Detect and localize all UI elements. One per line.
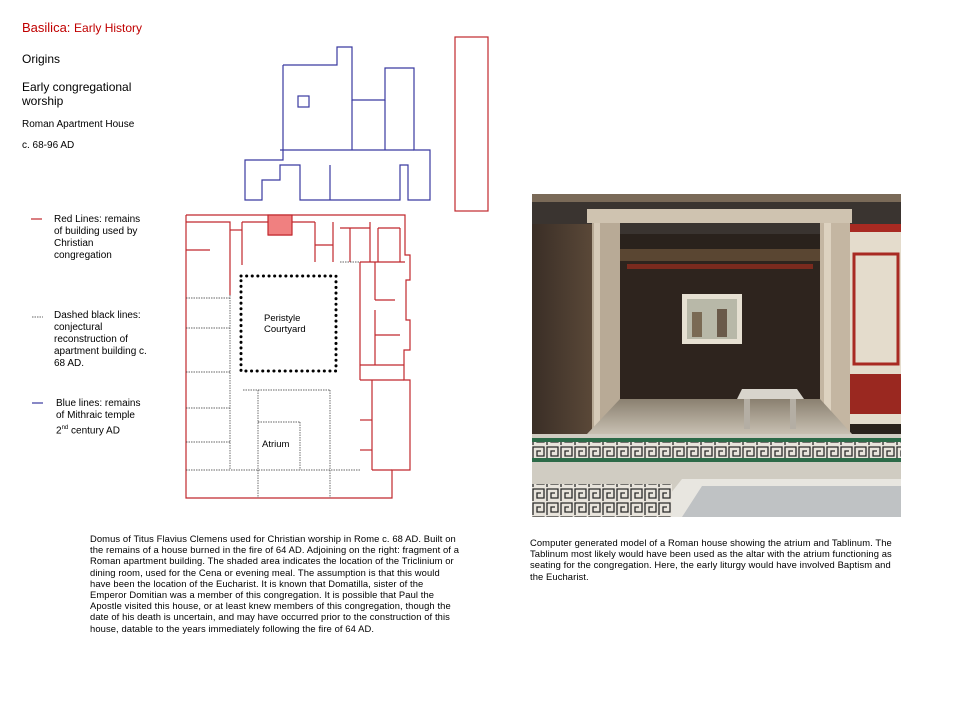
legend-blue-century-sup: nd [61, 425, 69, 431]
dashed-reconstruction-lines [186, 262, 360, 498]
legend-blue-text [56, 398, 151, 437]
apartment-heading: Roman Apartment House [22, 119, 135, 130]
peristyle-label: Peristyle Courtyard [264, 313, 306, 335]
legend-blue-main: Blue lines: remains of Mithraic temple [56, 398, 141, 421]
title-sub: Early History [74, 21, 143, 35]
legend-blue-century-rest: century AD [71, 425, 120, 437]
legend-red-text: Red Lines: remains of building used by Christian congregation [54, 214, 141, 261]
origins-heading: Origins [22, 52, 61, 66]
title-main: Basilica: [22, 20, 71, 35]
red-fragment-rect [455, 37, 488, 211]
red-building-lines [186, 215, 410, 498]
blue-temple-lines [245, 47, 430, 200]
early-worship-heading: Early congregational worship [22, 80, 132, 108]
model-caption: Computer generated model of a Roman house showing the atrium and Tablinum. The Tablinum most likely would have been used as the altar with the atrium functioning as seating for the congregation. Here, the early liturgy would have involved Baptism and the Eucharist. [530, 537, 892, 582]
atrium-label: Atrium [262, 439, 290, 450]
triclinium-shaded-area [268, 215, 292, 235]
legend-blue-century-num: 2 [56, 425, 62, 437]
date-heading: c. 68-96 AD [22, 140, 75, 151]
legend-dashed-text: Dashed black lines: conjectural reconstruction of apartment building c. 68 AD. [54, 310, 147, 369]
roman-house-model-image [532, 194, 901, 517]
domus-caption: Domus of Titus Flavius Clemens used for Christian worship in Rome c. 68 AD. Built on the remains of a house burned in the fire of 64 AD. Adjoining on the right: fragment of a Roman apartment building. The shaded area indicates the location of the Triclinium or dining room, used for the Cena or evening meal. The assumption is that this would have been the location of the Eucharist. It is known that Domatilla, sister of the Emperor Domitian was a member of this congregation. It is possible that Paul the Apostle visited this house, or at least knew members of this congregation, though the date of his death is uncertain, and may have occurred prior to the construction of this house, datable to the years immediately following the fire of 64 AD. [90, 533, 460, 634]
